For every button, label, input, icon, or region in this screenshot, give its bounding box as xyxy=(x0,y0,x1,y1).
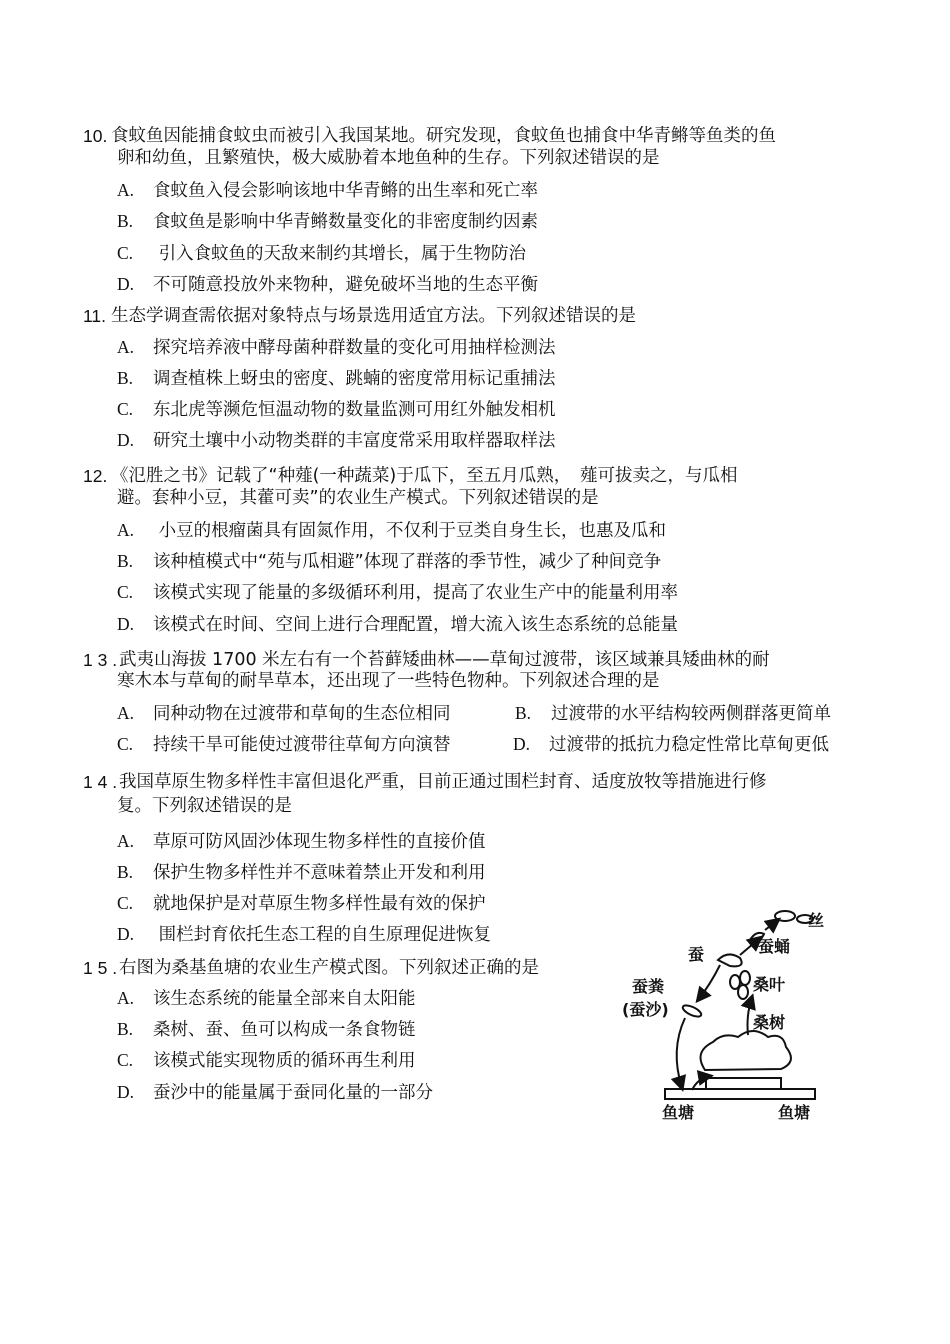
question-stem-line: 避。套种小豆，其藿可卖”的农业生产模式。下列叙述错误的是 xyxy=(117,488,599,508)
option-letter: C. xyxy=(117,893,134,913)
option-letter: A. xyxy=(117,703,135,723)
answer-option xyxy=(117,210,538,233)
answer-option xyxy=(117,733,451,756)
label-pupa: 蚕蛹 xyxy=(758,937,791,956)
option-letter: C. xyxy=(117,243,134,263)
answer-option xyxy=(117,429,556,452)
option-letter: B. xyxy=(117,211,134,231)
option-text: 持续干旱可能使过渡带往草甸方向演替 xyxy=(153,735,451,755)
option-letter: D. xyxy=(117,430,135,450)
label-tree: 桑树 xyxy=(753,1013,786,1032)
option-text: 该模式实现了能量的多级循环利用，提高了农业生产中的能量利用率 xyxy=(153,583,678,603)
option-text: 探究培养液中酵母菌种群数量的变化可用抽样检测法 xyxy=(153,338,556,358)
option-text: 食蚊鱼是影响中华青鳉数量变化的非密度制约因素 xyxy=(153,212,538,232)
answer-option xyxy=(117,861,486,884)
label-silk: 丝 xyxy=(808,911,825,930)
option-text: 围栏封育依托生态工程的自生原理促进恢复 xyxy=(153,925,492,945)
option-text: 引入食蚊鱼的天敌来制约其增长，属于生物防治 xyxy=(153,244,527,264)
question-number: 1 5 . xyxy=(83,958,118,978)
label-feces: 蚕粪 xyxy=(632,977,665,996)
option-letter: D. xyxy=(117,1082,135,1102)
option-text: 小豆的根瘤菌具有固氮作用，不仅利于豆类自身生长，也惠及瓜和 xyxy=(153,521,667,541)
option-letter: A. xyxy=(117,988,135,1008)
option-text: 过渡带的抵抗力稳定性常比草甸更低 xyxy=(549,735,829,755)
question-stem-line: 卵和幼鱼，且繁殖快，极大威胁着本地鱼种的生存。下列叙述错误的是 xyxy=(117,148,660,168)
question-stem-line: 右图为桑基鱼塘的农业生产模式图。下列叙述正确的是 xyxy=(119,958,539,978)
option-letter: D. xyxy=(117,924,135,944)
answer-option xyxy=(117,1081,433,1104)
mulberry-fish-pond-diagram xyxy=(610,900,850,1125)
answer-option xyxy=(117,987,416,1010)
option-letter: C. xyxy=(117,1050,134,1070)
question-stem-line: 生态学调查需依据对象特点与场景选用适宜方法。下列叙述错误的是 xyxy=(111,306,636,326)
option-letter: C. xyxy=(117,582,134,602)
question-stem-line: 复。下列叙述错误的是 xyxy=(117,796,292,816)
answer-option xyxy=(117,398,556,421)
answer-option xyxy=(513,733,829,756)
option-text: 该种植模式中“苑与瓜相避”体现了群落的季节性，减少了种间竞争 xyxy=(153,552,662,572)
option-text: 同种动物在过渡带和草甸的生态位相同 xyxy=(153,704,451,724)
option-letter: C. xyxy=(117,399,134,419)
answer-option xyxy=(117,892,486,915)
answer-option xyxy=(117,242,526,265)
answer-option xyxy=(117,613,678,636)
option-letter: A. xyxy=(117,337,135,357)
option-text: 东北虎等濒危恒温动物的数量监测可用红外触发相机 xyxy=(153,400,556,420)
option-text: 桑树、蚕、鱼可以构成一条食物链 xyxy=(153,1020,416,1040)
answer-option xyxy=(117,519,666,542)
option-text: 食蚊鱼入侵会影响该地中华青鳉的出生率和死亡率 xyxy=(153,181,538,201)
answer-option xyxy=(515,702,831,725)
answer-option xyxy=(117,830,486,853)
question-stem-line: 寒木本与草甸的耐旱草本，还出现了一些特色物种。下列叙述合理的是 xyxy=(117,671,660,691)
option-text: 调查植株上蚜虫的密度、跳蝻的密度常用标记重捕法 xyxy=(153,369,556,389)
answer-option xyxy=(117,923,491,946)
answer-option xyxy=(117,1018,416,1041)
option-text: 该模式在时间、空间上进行合理配置，增大流入该生态系统的总能量 xyxy=(153,615,678,635)
answer-option xyxy=(117,273,538,296)
option-letter: A. xyxy=(117,831,135,851)
option-letter: D. xyxy=(117,614,135,634)
question-stem-line: 食蚊鱼因能捕食蚊虫而被引入我国某地。研究发现，食蚊鱼也捕食中华青鳉等鱼类的鱼 xyxy=(111,126,776,146)
option-text: 就地保护是对草原生物多样性最有效的保护 xyxy=(153,894,486,914)
option-letter: B. xyxy=(515,703,532,723)
question-stem-line: 我国草原生物多样性丰富但退化严重，目前正通过围栏封育、适度放牧等措施进行修 xyxy=(119,772,767,792)
label-pond-right: 鱼塘 xyxy=(778,1103,811,1122)
question-number: 11. xyxy=(83,306,107,326)
option-text: 草原可防风固沙体现生物多样性的直接价值 xyxy=(153,832,486,852)
answer-option xyxy=(117,367,556,390)
question-number: 10. xyxy=(83,126,108,146)
question-stem-line: 《氾胜之书》记载了“种薤(一种蔬菜)于瓜下，至五月瓜熟， 薤可拔卖之，与瓜相 xyxy=(111,466,738,486)
option-text: 研究土壤中小动物类群的丰富度常采用取样器取样法 xyxy=(153,431,556,451)
label-pond-left: 鱼塘 xyxy=(662,1103,695,1122)
option-text: 过渡带的水平结构较两侧群落更简单 xyxy=(551,704,831,724)
option-text: 保护生物多样性并不意味着禁止开发和利用 xyxy=(153,863,486,883)
label-silkworm: 蚕 xyxy=(688,945,705,964)
question-stem-line: 武夷山海拔 1700 米左右有一个苔藓矮曲林——草甸过渡带，该区域兼具矮曲林的耐 xyxy=(119,650,770,670)
option-text: 该生态系统的能量全部来自太阳能 xyxy=(153,989,416,1009)
answer-option xyxy=(117,1049,416,1072)
option-letter: B. xyxy=(117,551,134,571)
question-number: 1 4 . xyxy=(83,772,118,792)
answer-option xyxy=(117,336,556,359)
answer-option xyxy=(117,702,451,725)
option-text: 蚕沙中的能量属于蚕同化量的一部分 xyxy=(153,1083,433,1103)
option-letter: B. xyxy=(117,862,134,882)
option-letter: A. xyxy=(117,520,135,540)
option-letter: C. xyxy=(117,734,134,754)
question-number: 12. xyxy=(83,466,108,486)
answer-option xyxy=(117,179,538,202)
option-text: 该模式能实现物质的循环再生利用 xyxy=(153,1051,416,1071)
option-letter: B. xyxy=(117,368,134,388)
option-letter: B. xyxy=(117,1019,134,1039)
question-number: 1 3 . xyxy=(83,650,118,670)
label-feces-alt: (蚕沙) xyxy=(622,1000,669,1019)
option-text: 不可随意投放外来物种，避免破坏当地的生态平衡 xyxy=(153,275,538,295)
answer-option xyxy=(117,550,661,573)
label-leaf: 桑叶 xyxy=(753,975,786,994)
option-letter: D. xyxy=(117,274,135,294)
option-letter: A. xyxy=(117,180,135,200)
answer-option xyxy=(117,581,678,604)
option-letter: D. xyxy=(513,734,531,754)
